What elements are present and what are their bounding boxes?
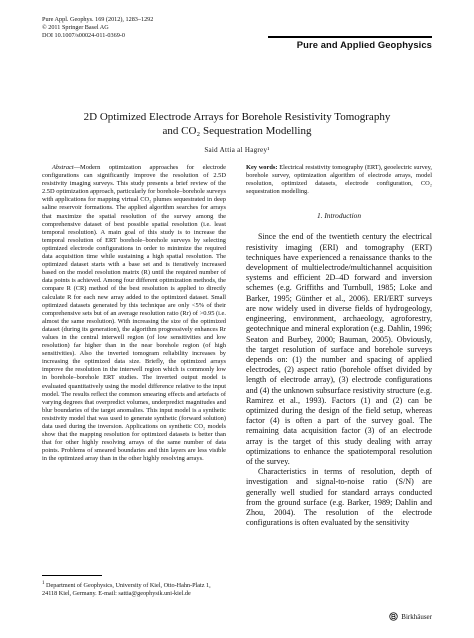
keywords-label: Key words: bbox=[246, 164, 278, 171]
footnote-text: Department of Geophysics, University of Kiel, Otto-Hahn-Platz 1, 24118 Kiel, Germany. E-mail: sattia@geophysik.uni-kiel.de bbox=[42, 582, 211, 598]
publisher-name: Birkhäuser bbox=[401, 612, 432, 621]
abstract bbox=[42, 164, 226, 463]
title-line-1: 2D Optimized Electrode Arrays for Borehole Resistivity Tomography bbox=[83, 111, 391, 123]
footnote-mark: 1 bbox=[42, 581, 45, 586]
journal-banner bbox=[268, 36, 432, 51]
title-line-2: and CO₂ Sequestration Modelling bbox=[162, 125, 312, 137]
abstract-text: —Modern optimization approaches for electrode configurations can significantly improve the resolution of 2.5D resistivity imaging surveys. This study presents a brief review of the 2.5D optimization approach, particularly for borehole–borehole surveys with applications for mapping virtual CO₂ plumes sequestrated in deep saline reservoir formations. The applied algorithm searches for arrays that maximize the spatial resolution of the survey among the comprehensive dataset of best possible spatial resolution (i.e. least temporal resolution). A main goal of this study is to increase the temporal resolution of ERT borehole–borehole surveys by selecting optimized electrode configurations in order to minimize the required data acquisition time while sustaining a high spatial resolution. The optimized dataset starts with a base set and is iteratively increased based on the model resolution matrix (R) until the required number of data points is achieved. Among four different optimization methods, the compare R (CR) method of the best resolution is applied to directly calculate R for each new array added to the optimized dataset. Small optimized datasets generated by this technique are only <5% of their comprehensive sets but of an average resolution ratio (Rr) of >0.95 (i.e. almost the same resolution). With increasing the size of the optimized dataset (during its generation), the algorithm progressively enhances Rr values in the central interwell region (of low sensitivities and low resolution) far higher than in the near borehole region (of high sensitivities). Also the inverted tomogram reliability increases by increasing the optimized data size. Briefly, the optimized arrays improve the resolution in the interwell region which is commonly low in borehole–borehole ERT studies. The inverted output model is evaluated quantitatively using the model difference relative to the input model. The results reflect the common smearing effects and artefacts of varying degrees that overpredict volumes, underpredict magnitudes and blur boundaries of the target anomalies. This input model is a synthetic resistivity model that was used to generate synthetic (forward solution) data used during the inversion. Applications on synthetic CO₂ models show that the mapping resolution for optimized datasets is better than that for other highly resolving arrays of the same number of data points. Problems of smeared boundaries and thin layers are less visible in the optimized array than in the other highly resolving arrays. bbox=[42, 164, 226, 463]
page-header bbox=[42, 16, 432, 54]
footnote bbox=[42, 580, 226, 598]
journal-name: Pure and Applied Geophysics bbox=[296, 39, 432, 50]
keywords-text: Electrical resistivity tomography (ERT), geoelectric survey, borehole survey, optimization algorithm of electrode arrays, model resolution, optimized datasets, electrode configuration, CO₂ sequestration modelling. bbox=[246, 164, 432, 196]
intro-paragraph-2: Characteristics in terms of resolution, depth of investigation and signal-to-noise ratio (S/N) are generally well studied for standard arrays conducted from the ground surface (e.g. Barker, 1989; Dahlin and Zhou, 2004). The resolution of the electrode configurations is often evaluated by the sensitivity bbox=[246, 467, 432, 528]
right-column bbox=[246, 164, 432, 528]
author: Said Attia al Hagrey¹ bbox=[204, 146, 270, 154]
citation-line-1: Pure Appl. Geophys. 169 (2012), 1283–1292 bbox=[42, 16, 154, 23]
footnote-rule bbox=[42, 575, 102, 576]
section-heading: 1. Introduction bbox=[316, 211, 362, 221]
left-column bbox=[42, 164, 226, 463]
paper-title bbox=[42, 110, 432, 138]
publisher-mark bbox=[389, 612, 432, 621]
birkhauser-logo-icon bbox=[389, 612, 398, 621]
abstract-label: Abstract bbox=[52, 164, 74, 171]
title-block bbox=[42, 110, 432, 154]
keywords bbox=[246, 164, 432, 196]
citation-line-3: DOI 10.1007/s00024-011-0369-0 bbox=[42, 32, 125, 40]
intro-paragraph-1: Since the end of the twentieth century the electrical resistivity imaging (ERI) and tomography (ERT) techniques have experienced a renaissance thanks to the development of multielectrode/multichannel acquisition systems and efficient 2D–4D forward and inversion schemes (e.g. Griffiths and Turnbull, 1985; Loke and Barker, 1995; Günther et al., 2006). ERI/ERT surveys are now widely used in diverse fields of hydrogeology, engineering, environment, archaeology, agroforestry, geotechnique and mineral exploration (e.g. Dahlin, 1996; Seaton and Burbey, 2000; Bauman, 2005). Obviously, the target resolution of surface and borehole surveys depends on: (1) the number and spacing of applied electrodes, (2) aspect ratio (borehole offset divided by length of electrode array), (3) electrode configurations and (4) the unknown subsurface resistivity structure (e.g. Ramirez et al., 1993). Factors (1) and (2) can be optimized during the design of the field setup, whereas factor (4) is often a part of the survey goal. The remaining data acquisition factor (3) of an electrode array is the target of this study dealing with array optimizations to enhance the spatiotemporal resolution of the survey. bbox=[246, 232, 432, 466]
citation-line-2: © 2011 Springer Basel AG bbox=[42, 24, 109, 32]
